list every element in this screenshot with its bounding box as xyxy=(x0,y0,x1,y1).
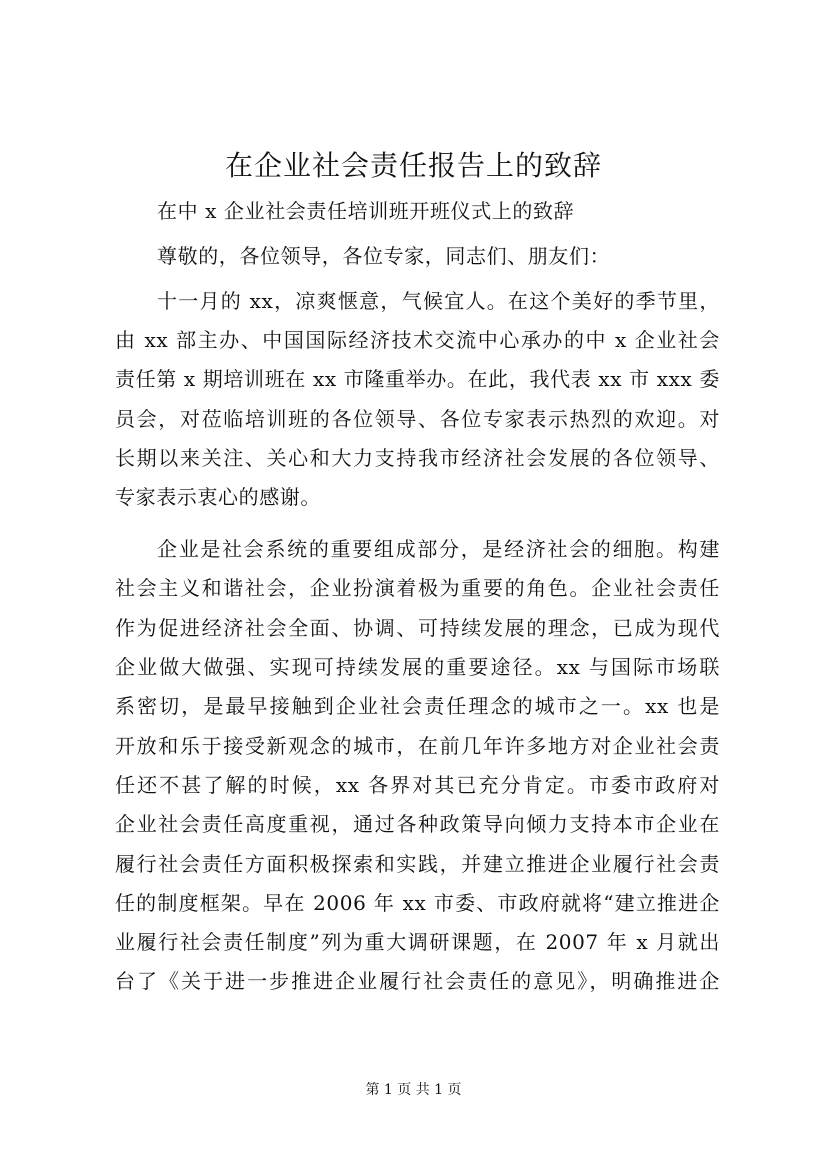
paragraph-line: 责任第 x 期培训班在 xx 市隆重举办。在此，我代表 xx 市 xxx 委 xyxy=(115,367,720,391)
paragraph-line: 任的制度框架。早在 2006 年 xx 市委、市政府就将“建立推进企 xyxy=(115,891,720,915)
paragraph-line: 专家表示衷心的感谢。 xyxy=(115,485,321,509)
paragraph-line: 企业做大做强、实现可持续发展的重要途径。xx 与国际市场联 xyxy=(115,655,720,679)
paragraph-line: 开放和乐于接受新观念的城市，在前几年许多地方对企业社会责 xyxy=(115,734,720,758)
paragraph-line: 社会主义和谐社会，企业扮演着极为重要的角色。企业社会责任 xyxy=(115,576,720,600)
paragraph-line: 员会，对莅临培训班的各位领导、各位专家表示热烈的欢迎。对 xyxy=(115,407,720,431)
paragraph-line: 十一月的 xx，凉爽惬意，气候宜人。在这个美好的季节里， xyxy=(157,289,720,313)
paragraph-line: 企业社会责任高度重视，通过各种政策导向倾力支持本市企业在 xyxy=(115,812,720,836)
paragraph-line: 由 xx 部主办、中国国际经济技术交流中心承办的中 x 企业社会 xyxy=(115,328,720,352)
subtitle-line: 在中 x 企业社会责任培训班开班仪式上的致辞 xyxy=(157,199,575,223)
page-number: 第 1 页 共 1 页 xyxy=(365,1082,462,1098)
paragraph-line: 任还不甚了解的时候，xx 各界对其已充分肯定。市委市政府对 xyxy=(115,773,720,797)
paragraph-line: 履行社会责任方面积极探索和实践，并建立推进企业履行社会责 xyxy=(115,852,720,876)
document-title: 在企业社会责任报告上的致辞 xyxy=(224,149,602,182)
paragraph-line: 作为促进经济社会全面、协调、可持续发展的理念，已成为现代 xyxy=(115,616,720,640)
paragraph-line: 台了《关于进一步推进企业履行社会责任的意见》，明确推进企 xyxy=(115,969,720,993)
paragraph-line: 长期以来关注、关心和大力支持我市经济社会发展的各位领导、 xyxy=(115,446,720,470)
salutation-line: 尊敬的，各位领导，各位专家，同志们、朋友们： xyxy=(157,244,611,268)
paragraph-line: 业履行社会责任制度”列为重大调研课题，在 2007 年 x 月就出 xyxy=(115,930,720,954)
paragraph-line: 企业是社会系统的重要组成部分，是经济社会的细胞。构建 xyxy=(157,537,720,561)
paragraph-line: 系密切，是最早接触到企业社会责任理念的城市之一。xx 也是 xyxy=(115,694,720,718)
